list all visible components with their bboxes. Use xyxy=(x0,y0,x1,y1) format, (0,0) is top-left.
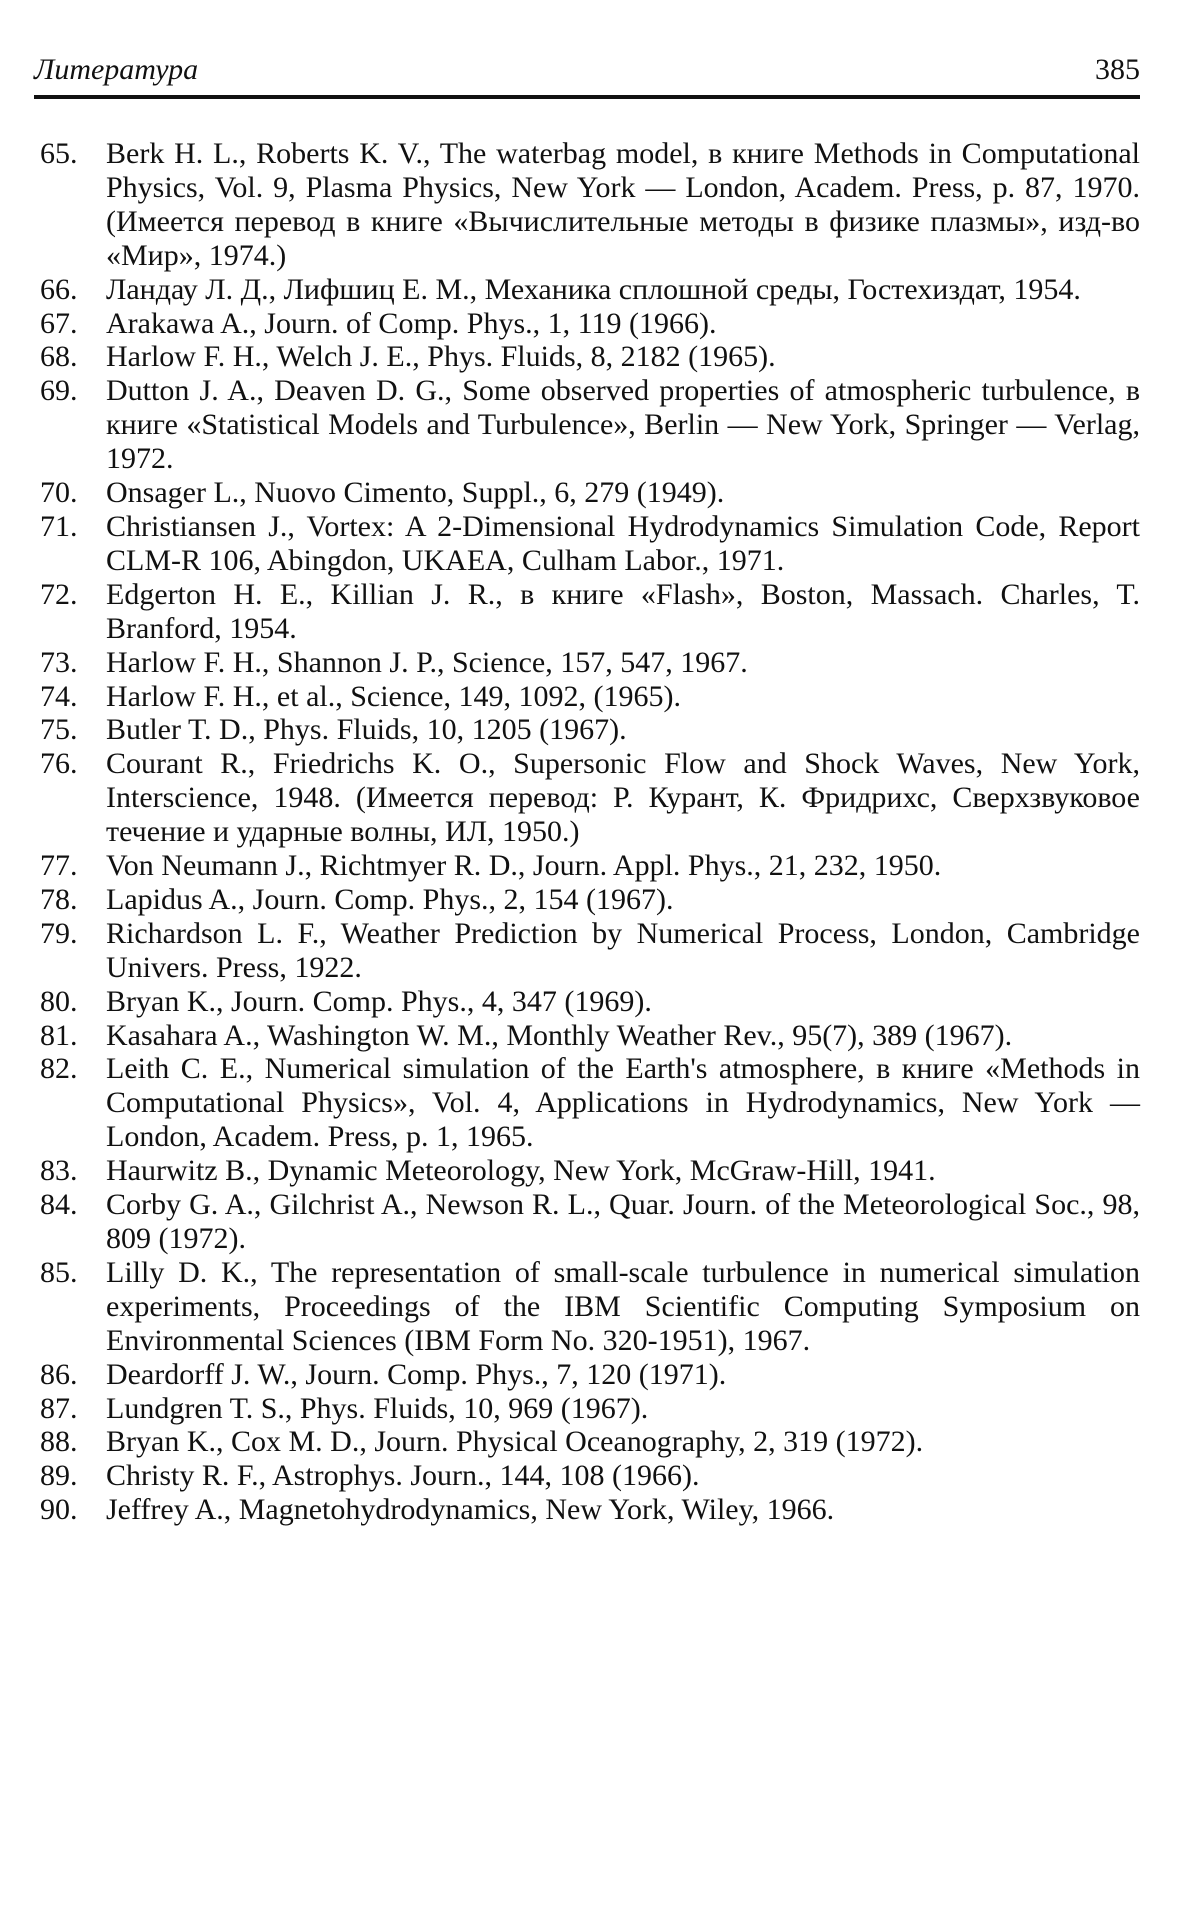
reference-text: Leith C. E., Numerical simulation of the Earth's atmosphere, в книге «Methods in Computational Physics», Vol. 4, Applications in Hydrodynamics, New York — London, Academ. Press, p. 1, 1965. xyxy=(106,1052,1140,1154)
reference-text: Lapidus A., Journ. Comp. Phys., 2, 154 (1967). xyxy=(106,883,1140,917)
reference-text: Edgerton H. E., Killian J. R., в книге «Flash», Boston, Massach. Charles, T. Branford, 1954. xyxy=(106,578,1140,646)
reference-text: Berk H. L., Roberts K. V., The waterbag model, в книге Methods in Computational Physics, Vol. 9, Plasma Physics, New York — London, Academ. Press, p. 87, 1970. (Имеется перевод в книге «Вычислительные методы в физике плазмы», изд-во «Мир», 1974.) xyxy=(106,137,1140,273)
reference-text: Christiansen J., Vortex: A 2-Dimensional Hydrodynamics Simulation Code, Report CLM-R 106, Abingdon, UKAEA, Culham Labor., 1971. xyxy=(106,510,1140,578)
reference-number: 70. xyxy=(40,476,102,510)
reference-text: Bryan K., Journ. Comp. Phys., 4, 347 (1969). xyxy=(106,985,1140,1019)
reference-entry-72 xyxy=(40,578,1140,646)
page-number: 385 xyxy=(1095,50,1140,90)
reference-entry-88 xyxy=(40,1425,1140,1459)
reference-text: Bryan K., Cox M. D., Journ. Physical Oceanography, 2, 319 (1972). xyxy=(106,1425,1140,1459)
reference-number: 90. xyxy=(40,1493,102,1527)
reference-number: 65. xyxy=(40,137,102,171)
reference-text: Onsager L., Nuovo Cimento, Suppl., 6, 279 (1949). xyxy=(106,476,1140,510)
reference-number: 72. xyxy=(40,578,102,612)
running-head: Литература xyxy=(34,50,198,90)
reference-number: 74. xyxy=(40,680,102,714)
page-header xyxy=(34,50,1140,94)
reference-entry-86 xyxy=(40,1358,1140,1392)
reference-number: 71. xyxy=(40,510,102,544)
reference-text: Harlow F. H., Welch J. E., Phys. Fluids, 8, 2182 (1965). xyxy=(106,340,1140,374)
reference-text: Jeffrey A., Magnetohydrodynamics, New York, Wiley, 1966. xyxy=(106,1493,1140,1527)
reference-number: 88. xyxy=(40,1425,102,1459)
reference-text: Haurwitz B., Dynamic Meteorology, New York, McGraw-Hill, 1941. xyxy=(106,1154,1140,1188)
reference-number: 80. xyxy=(40,985,102,1019)
reference-entry-81 xyxy=(40,1019,1140,1053)
reference-number: 66. xyxy=(40,273,102,307)
reference-text: Harlow F. H., Shannon J. P., Science, 157, 547, 1967. xyxy=(106,646,1140,680)
reference-entry-89 xyxy=(40,1459,1140,1493)
reference-entry-69 xyxy=(40,374,1140,476)
reference-entry-71 xyxy=(40,510,1140,578)
reference-number: 75. xyxy=(40,713,102,747)
reference-number: 87. xyxy=(40,1392,102,1426)
reference-number: 86. xyxy=(40,1358,102,1392)
reference-number: 83. xyxy=(40,1154,102,1188)
reference-entry-82 xyxy=(40,1052,1140,1154)
reference-entry-74 xyxy=(40,680,1140,714)
reference-entry-73 xyxy=(40,646,1140,680)
reference-list xyxy=(40,137,1140,1527)
reference-text: Dutton J. A., Deaven D. G., Some observed properties of atmospheric turbulence, в книге «Statistical Models and Turbulence», Berlin — New York, Springer — Verlag, 1972. xyxy=(106,374,1140,476)
reference-entry-83 xyxy=(40,1154,1140,1188)
reference-number: 76. xyxy=(40,747,102,781)
header-rule xyxy=(34,95,1140,99)
reference-text: Christy R. F., Astrophys. Journ., 144, 108 (1966). xyxy=(106,1459,1140,1493)
reference-text: Harlow F. H., et al., Science, 149, 1092, (1965). xyxy=(106,680,1140,714)
reference-number: 67. xyxy=(40,307,102,341)
reference-number: 79. xyxy=(40,917,102,951)
reference-text: Kasahara A., Washington W. M., Monthly Weather Rev., 95(7), 389 (1967). xyxy=(106,1019,1140,1053)
reference-text: Lundgren T. S., Phys. Fluids, 10, 969 (1967). xyxy=(106,1392,1140,1426)
reference-number: 85. xyxy=(40,1256,102,1290)
reference-number: 78. xyxy=(40,883,102,917)
reference-number: 73. xyxy=(40,646,102,680)
reference-entry-80 xyxy=(40,985,1140,1019)
reference-number: 82. xyxy=(40,1052,102,1086)
reference-entry-87 xyxy=(40,1392,1140,1426)
reference-text: Arakawa A., Journ. of Comp. Phys., 1, 119 (1966). xyxy=(106,307,1140,341)
reference-number: 89. xyxy=(40,1459,102,1493)
reference-entry-67 xyxy=(40,307,1140,341)
reference-entry-68 xyxy=(40,340,1140,374)
reference-number: 84. xyxy=(40,1188,102,1222)
reference-entry-65 xyxy=(40,137,1140,273)
reference-entry-85 xyxy=(40,1256,1140,1358)
reference-entry-84 xyxy=(40,1188,1140,1256)
reference-text: Courant R., Friedrichs K. O., Supersonic Flow and Shock Waves, New York, Interscience, 1948. (Имеется перевод: Р. Курант, К. Фридрихс, Сверхзвуковое течение и ударные волны, ИЛ, 1950.) xyxy=(106,747,1140,849)
reference-entry-79 xyxy=(40,917,1140,985)
reference-entry-75 xyxy=(40,713,1140,747)
reference-number: 68. xyxy=(40,340,102,374)
reference-text: Ландау Л. Д., Лифшиц Е. М., Механика сплошной среды, Гостехиздат, 1954. xyxy=(106,273,1140,307)
reference-text: Von Neumann J., Richtmyer R. D., Journ. Appl. Phys., 21, 232, 1950. xyxy=(106,849,1140,883)
reference-text: Corby G. A., Gilchrist A., Newson R. L., Quar. Journ. of the Meteorological Soc., 98, 809 (1972). xyxy=(106,1188,1140,1256)
reference-entry-77 xyxy=(40,849,1140,883)
reference-number: 77. xyxy=(40,849,102,883)
reference-text: Butler T. D., Phys. Fluids, 10, 1205 (1967). xyxy=(106,713,1140,747)
reference-text: Deardorff J. W., Journ. Comp. Phys., 7, 120 (1971). xyxy=(106,1358,1140,1392)
reference-entry-78 xyxy=(40,883,1140,917)
reference-number: 81. xyxy=(40,1019,102,1053)
reference-entry-90 xyxy=(40,1493,1140,1527)
book-page xyxy=(0,0,1200,1912)
reference-number: 69. xyxy=(40,374,102,408)
reference-entry-66 xyxy=(40,273,1140,307)
reference-entry-70 xyxy=(40,476,1140,510)
reference-entry-76 xyxy=(40,747,1140,849)
reference-text: Lilly D. K., The representation of small-scale turbulence in numerical simulation experiments, Proceedings of the IBM Scientific Computing Symposium on Environmental Sciences (IBM Form No. 320-1951), 1967. xyxy=(106,1256,1140,1358)
reference-text: Richardson L. F., Weather Prediction by Numerical Process, London, Cambridge Univers. Press, 1922. xyxy=(106,917,1140,985)
